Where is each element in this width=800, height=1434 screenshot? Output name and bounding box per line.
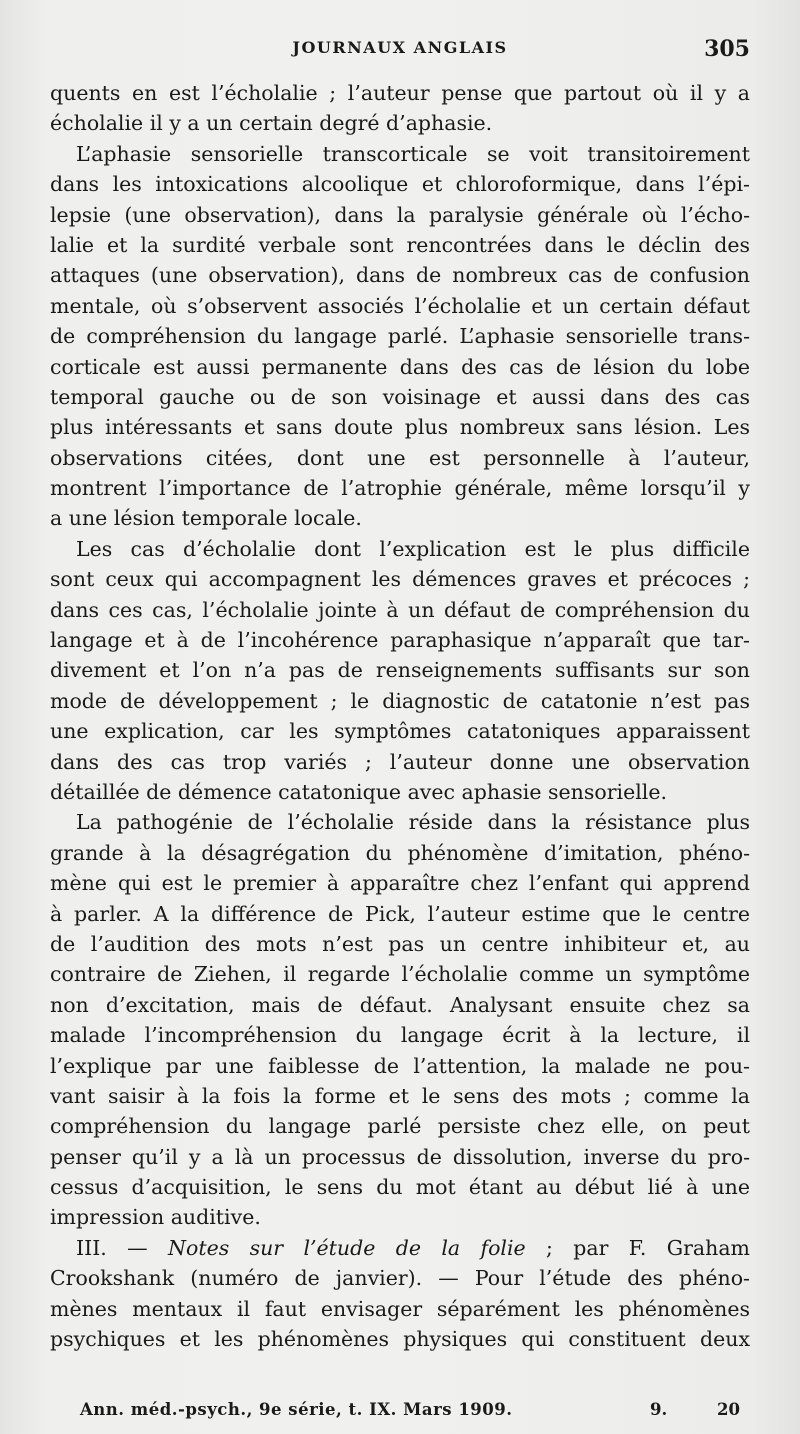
text-line: malade l’incompréhension du langage écrit à la lecture, il bbox=[50, 1023, 750, 1048]
text-line: l’explique par une faiblesse de l’attention, la malade ne pou- bbox=[50, 1053, 750, 1078]
text-line: cessus d’acquisition, le sens du mot étant au début lié à une bbox=[50, 1175, 750, 1200]
page-footer bbox=[80, 1400, 740, 1422]
text-line: montrent l’importance de l’atrophie générale, même lorsqu’il y bbox=[50, 476, 750, 501]
text-line: sont ceux qui accompagnent les démences graves et précoces ; bbox=[50, 567, 750, 592]
text-line: écholalie il y a un certain degré d’aphasie. bbox=[50, 111, 493, 136]
text-line: La pathogénie de l’écholalie réside dans la résistance plus bbox=[76, 810, 750, 835]
text-line: à parler. A la différence de Pick, l’auteur estime que le centre bbox=[50, 901, 750, 926]
text-line: grande à la désagrégation du phénomène d’imitation, phéno- bbox=[50, 840, 750, 865]
text-line: L’aphasie sensorielle transcorticale se voit transitoirement bbox=[76, 141, 750, 166]
text-line: observations citées, dont une est personnelle à l’auteur, bbox=[50, 445, 750, 470]
text-line: lepsie (une observation), dans la paralysie générale où l’écho- bbox=[50, 202, 750, 227]
text-line: psychiques et les phénomènes physiques qui constituent deux bbox=[50, 1327, 750, 1352]
text-line: détaillée de démence catatonique avec aphasie sensorielle. bbox=[50, 779, 667, 804]
text-line: attaques (une observation), dans de nombreux cas de confusion bbox=[50, 263, 750, 288]
body-text bbox=[50, 78, 750, 1354]
text-line: mode de développement ; le diagnostic de catatonie n’est pas bbox=[50, 688, 750, 713]
section-dash: — bbox=[106, 1235, 169, 1260]
text-line: Crookshank (numéro de janvier). — Pour l’étude des phéno- bbox=[50, 1266, 750, 1291]
text-line: vant saisir à la fois la forme et le sens des mots ; comme la bbox=[50, 1083, 750, 1108]
page-number: 305 bbox=[704, 36, 750, 62]
text-line: langage et à de l’incohérence paraphasique n’apparaît que tar- bbox=[50, 628, 750, 653]
text-line: quents en est l’écholalie ; l’auteur pense que partout où il y a bbox=[50, 81, 750, 105]
text-line: mène qui est le premier à apparaître chez l’enfant qui apprend bbox=[50, 871, 750, 896]
text-line: lalie et la surdité verbale sont rencontrées dans le déclin des bbox=[50, 232, 750, 257]
running-head bbox=[0, 36, 800, 64]
sheet-number: 20 bbox=[717, 1400, 740, 1419]
journal-citation: Ann. méd.-psych., 9e série, t. IX. Mars 1909. bbox=[80, 1400, 513, 1419]
text-line: temporal gauche ou de son voisinage et aussi dans des cas bbox=[50, 384, 750, 409]
section-numeral: III. bbox=[76, 1235, 107, 1260]
text-line: dans les intoxications alcoolique et chloroformique, dans l’épi- bbox=[50, 172, 750, 197]
text-line: mentale, où s’observent associés l’écholalie et un certain défaut bbox=[50, 293, 750, 318]
article-author: ; par F. Graham bbox=[525, 1235, 750, 1260]
text-line: penser qu’il y a là un processus de dissolution, inverse du pro- bbox=[50, 1144, 750, 1169]
text-line: impression auditive. bbox=[50, 1205, 261, 1230]
text-line: compréhension du langage parlé persiste chez elle, on peut bbox=[50, 1114, 750, 1139]
article-title: Notes sur l’étude de la folie bbox=[168, 1235, 526, 1260]
running-title: JOURNAUX ANGLAIS bbox=[292, 38, 508, 57]
text-line: divement et l’on n’a pas de renseignements suffisants sur son bbox=[50, 658, 750, 683]
section-heading-line bbox=[50, 1233, 750, 1263]
text-line: corticale est aussi permanente dans des cas de lésion du lobe bbox=[50, 354, 750, 379]
text-line: dans des cas trop variés ; l’auteur donne une observation bbox=[50, 749, 750, 774]
text-line: a une lésion temporale locale. bbox=[50, 506, 362, 531]
text-line: de compréhension du langage parlé. L’aphasie sensorielle trans- bbox=[50, 324, 750, 349]
text-line: plus intéressants et sans doute plus nombreux sans lésion. Les bbox=[50, 415, 750, 440]
signature-mark: 9. bbox=[650, 1400, 668, 1419]
text-line: Les cas d’écholalie dont l’explication est le plus difficile bbox=[76, 536, 750, 561]
text-line: mènes mentaux il faut envisager séparément les phénomènes bbox=[50, 1296, 750, 1321]
text-line: une explication, car les symptômes catatoniques apparaissent bbox=[50, 719, 750, 744]
text-line: de l’audition des mots n’est pas un centre inhibiteur et, au bbox=[50, 931, 750, 956]
text-line: dans ces cas, l’écholalie jointe à un défaut de compréhension du bbox=[50, 597, 750, 622]
text-line: contraire de Ziehen, il regarde l’écholalie comme un symptôme bbox=[50, 962, 750, 987]
text-line: non d’excitation, mais de défaut. Analysant ensuite chez sa bbox=[50, 992, 750, 1017]
